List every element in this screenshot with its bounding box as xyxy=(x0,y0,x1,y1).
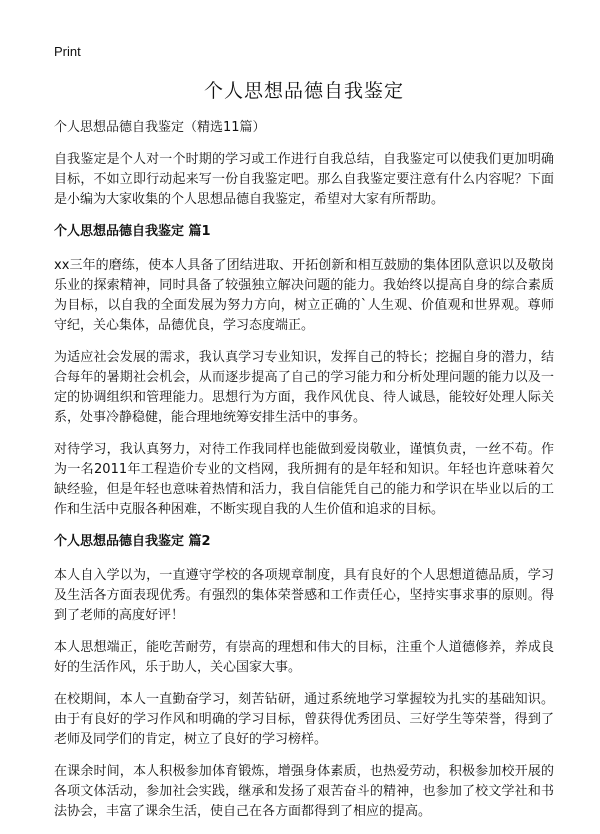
section-heading-1: 个人思想品德自我鉴定 篇1 xyxy=(54,224,211,239)
document-body xyxy=(54,78,554,834)
section-2-paragraph-4: 在课余时间，本人积极参加体育锻炼，增强身体素质，也热爱劳动，积极参加校开展的各项文体活动，参加社会实践，继承和发扬了艰苦奋斗的精神，也参加了校文学社和书法协会，丰富了课余生活，使自己在各方面都得到了相应的提高。 xyxy=(54,764,554,819)
section-heading-2: 个人思想品德自我鉴定 篇2 xyxy=(54,534,211,549)
section-1-paragraph-3: 对待学习，我认真努力，对待工作我同样也能做到爱岗敬业，谨慎负责，一丝不苟。作为一名2011年工程造价专业的文档网，我所拥有的是年轻和知识。年轻也许意味着欠缺经验，但是年轻也意味着热情和活力，我自信能凭自己的能力和学识在毕业以后的工作和生活中克服各种困难，不断实现自我的人生价值和追求的目标。 xyxy=(54,442,554,517)
document-subtitle: 个人思想品德自我鉴定（精选11篇） xyxy=(54,120,266,135)
section-2-paragraph-3: 在校期间，本人一直勤奋学习，刻苦钻研，通过系统地学习掌握较为扎实的基础知识。由于有良好的学习作风和明确的学习目标，曾获得优秀团员、三好学生等荣誉，得到了老师及同学们的肯定，树立了良好的学习榜样。 xyxy=(54,692,554,747)
page-title: 个人思想品德自我鉴定 xyxy=(203,80,404,102)
section-1-paragraph-2: 为适应社会发展的需求，我认真学习专业知识，发挥自己的特长；挖掘自身的潜力，结合每年的暑期社会机会，从而逐步提高了自己的学习能力和分析处理问题的能力以及一定的协调组织和管理能力。思想行为方面，我作风优良、待人诚恳，能较好处理人际关系，处事冷静稳健，能合理地统筹安排生活中的事务。 xyxy=(54,350,554,425)
print-link[interactable]: Print xyxy=(54,44,81,59)
intro-paragraph: 自我鉴定是个人对一个时期的学习或工作进行自我总结，自我鉴定可以使我们更加明确目标，不如立即行动起来写一份自我鉴定吧。那么自我鉴定要注意有什么内容呢？下面是小编为大家收集的个人思想品德自我鉴定，希望对大家有所帮助。 xyxy=(54,152,554,207)
section-2-paragraph-2: 本人思想端正，能吃苦耐劳，有崇高的理想和伟大的目标，注重个人道德修养，养成良好的生活作风，乐于助人，关心国家大事。 xyxy=(54,640,554,675)
section-1-paragraph-1: xx三年的磨练，使本人具备了团结进取、开拓创新和相互鼓励的集体团队意识以及敬岗乐业的探索精神，同时具备了较强独立解决问题的能力。我始终以提高自身的综合素质为目标，以自我的全面发展为努力方向，树立正确的`人生观、价值观和世界观。尊师守纪，关心集体，品德优良，学习态度端正。 xyxy=(54,258,554,333)
section-2-paragraph-1: 本人自入学以为，一直遵守学校的各项规章制度，具有良好的个人思想道德品质，学习及生活各方面表现优秀。有强烈的集体荣誉感和工作责任心，坚持实事求事的原则。得到了老师的高度好评！ xyxy=(54,568,554,623)
